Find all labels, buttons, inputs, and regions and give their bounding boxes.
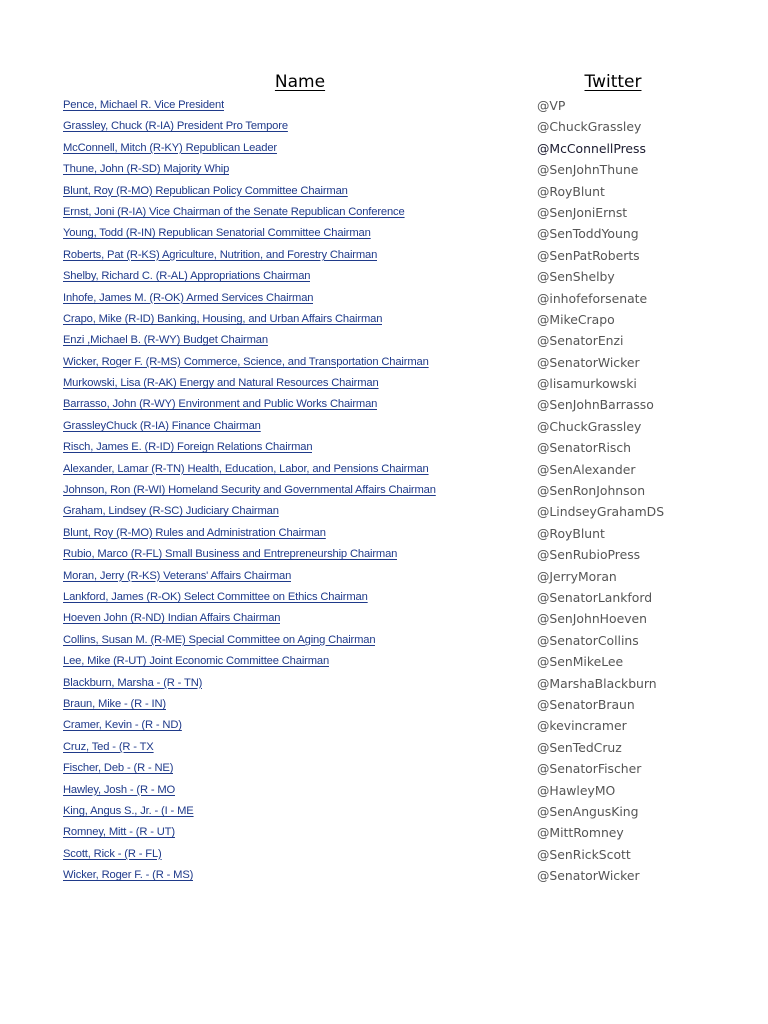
senator-name-link[interactable]: Blunt, Roy (R-MO) Rules and Administration Chairman	[63, 526, 326, 539]
senator-name-link[interactable]: Roberts, Pat (R-KS) Agriculture, Nutrition, and Forestry Chairman	[63, 248, 378, 261]
table-row	[0, 825, 768, 846]
table-row	[0, 162, 768, 183]
table-row	[0, 355, 768, 376]
senator-name-link[interactable]: Hoeven John (R-ND) Indian Affairs Chairman	[63, 612, 281, 625]
senator-name-link[interactable]: Moran, Jerry (R-KS) Veterans' Affairs Chairman	[63, 569, 292, 582]
table-row	[0, 526, 768, 547]
senator-name-link[interactable]: Lee, Mike (R-UT) Joint Economic Committee Chairman	[63, 655, 330, 668]
table-row	[0, 847, 768, 868]
senator-name-link[interactable]: Grassley, Chuck (R-IA) President Pro Tempore	[63, 120, 288, 133]
table-row	[0, 718, 768, 739]
twitter-handle: @SenatorEnzi	[537, 333, 624, 349]
twitter-handle: @ChuckGrassley	[537, 418, 642, 434]
twitter-handle: @JerryMoran	[537, 568, 617, 584]
senator-name-link[interactable]: Crapo, Mike (R-ID) Banking, Housing, and Urban Affairs Chairman	[63, 312, 383, 325]
senator-name-link[interactable]: Lankford, James (R-OK) Select Committee on Ethics Chairman	[63, 590, 368, 603]
senator-name-link[interactable]: Collins, Susan M. (R-ME) Special Committee on Aging Chairman	[63, 633, 376, 646]
twitter-handle: @McConnellPress	[537, 140, 646, 156]
table-row	[0, 397, 768, 418]
table-row	[0, 269, 768, 290]
twitter-handle: @SenJoniErnst	[537, 204, 628, 220]
twitter-handle: @SenatorFischer	[537, 761, 642, 777]
table-row	[0, 248, 768, 269]
twitter-handle: @SenatorLankford	[537, 589, 653, 605]
senator-name-link[interactable]: Inhofe, James M. (R-OK) Armed Services Chairman	[63, 291, 314, 304]
twitter-handle: @SenatorBraun	[537, 696, 635, 712]
senator-name-link[interactable]: Hawley, Josh - (R - MO	[63, 783, 176, 796]
table-row	[0, 376, 768, 397]
twitter-handle: @VP	[537, 98, 566, 113]
table-row	[0, 804, 768, 825]
table-row	[0, 697, 768, 718]
table-row	[0, 462, 768, 483]
senator-name-link[interactable]: Risch, James E. (R-ID) Foreign Relations Chairman	[63, 441, 313, 454]
senator-name-link[interactable]: Young, Todd (R-IN) Republican Senatorial Committee Chairman	[63, 227, 371, 240]
table-row	[0, 740, 768, 761]
table-row	[0, 654, 768, 675]
table-row	[0, 783, 768, 804]
senator-name-link[interactable]: Ernst, Joni (R-IA) Vice Chairman of the Senate Republican Conference	[63, 205, 405, 218]
twitter-handle: @inhofeforsenate	[537, 290, 648, 306]
table-row	[0, 98, 768, 119]
senator-name-link[interactable]: Scott, Rick - (R - FL)	[63, 847, 162, 860]
senator-name-link[interactable]: Shelby, Richard C. (R-AL) Appropriations Chairman	[63, 270, 311, 283]
senator-name-link[interactable]: McConnell, Mitch (R-KY) Republican Leader	[63, 141, 277, 154]
twitter-handle: @kevincramer	[537, 718, 627, 734]
table-header	[0, 72, 768, 96]
table-row	[0, 483, 768, 504]
table-row	[0, 226, 768, 247]
table-row	[0, 569, 768, 590]
senator-name-link[interactable]: Johnson, Ron (R-WI) Homeland Security and Governmental Affairs Chairman	[63, 484, 436, 497]
table-row	[0, 611, 768, 632]
senator-name-link[interactable]: Blackburn, Marsha - (R - TN)	[63, 676, 203, 689]
twitter-handle: @RoyBlunt	[537, 183, 605, 199]
twitter-handle: @SenatorCollins	[537, 632, 639, 648]
table-row	[0, 333, 768, 354]
twitter-handle: @SenJohnBarrasso	[537, 397, 654, 413]
table-row	[0, 419, 768, 440]
senator-name-link[interactable]: Cramer, Kevin - (R - ND)	[63, 719, 182, 732]
table-row	[0, 141, 768, 162]
twitter-handle: @MarshaBlackburn	[537, 675, 657, 691]
senator-name-link[interactable]: Wicker, Roger F. (R-MS) Commerce, Science, and Transportation Chairman	[63, 355, 429, 368]
twitter-handle: @SenShelby	[537, 269, 615, 285]
senator-name-link[interactable]: Braun, Mike - (R - IN)	[63, 697, 166, 710]
name-column-header: Name	[274, 72, 326, 92]
table-row	[0, 761, 768, 782]
senator-name-link[interactable]: Thune, John (R-SD) Majority Whip	[63, 163, 230, 176]
senator-name-link[interactable]: Blunt, Roy (R-MO) Republican Policy Committee Chairman	[63, 184, 348, 197]
senator-name-link[interactable]: Enzi ,Michael B. (R-WY) Budget Chairman	[63, 334, 268, 347]
table-row	[0, 590, 768, 611]
table-row	[0, 119, 768, 140]
table-row	[0, 312, 768, 333]
table-row	[0, 504, 768, 525]
senator-name-link[interactable]: Pence, Michael R. Vice President	[63, 99, 225, 111]
senator-name-link[interactable]: Cruz, Ted - (R - TX	[63, 740, 154, 753]
senator-name-link[interactable]: GrassleyChuck (R-IA) Finance Chairman	[63, 419, 261, 432]
twitter-handle: @SenatorWicker	[537, 868, 640, 884]
twitter-handle: @SenMikeLee	[537, 654, 624, 670]
twitter-handle: @SenRickScott	[537, 846, 631, 862]
twitter-handle: @SenatorRisch	[537, 440, 632, 456]
twitter-handle: @ChuckGrassley	[537, 119, 642, 135]
twitter-handle: @SenAngusKing	[537, 803, 639, 819]
senator-name-link[interactable]: Barrasso, John (R-WY) Environment and Public Works Chairman	[63, 398, 378, 411]
twitter-handle: @SenRonJohnson	[537, 483, 646, 499]
twitter-handle: @SenRubioPress	[537, 547, 641, 563]
table-row	[0, 184, 768, 205]
twitter-handle: @LindseyGrahamDS	[537, 504, 665, 520]
senator-name-link[interactable]: Wicker, Roger F. - (R - MS)	[63, 869, 194, 882]
twitter-handle: @MittRomney	[537, 825, 624, 841]
twitter-handle: @SenToddYoung	[537, 226, 639, 242]
table-row	[0, 633, 768, 654]
table-row	[0, 868, 768, 889]
twitter-handle: @SenJohnHoeven	[537, 611, 648, 627]
twitter-column-header: Twitter	[584, 72, 642, 92]
senator-name-link[interactable]: Fischer, Deb - (R - NE)	[63, 762, 174, 775]
twitter-handle: @HawleyMO	[537, 782, 616, 798]
table-row	[0, 676, 768, 697]
twitter-handle: @SenJohnThune	[537, 162, 639, 178]
twitter-handle: @SenAlexander	[537, 461, 636, 477]
twitter-handle: @lisamurkowski	[537, 376, 637, 392]
table-row	[0, 291, 768, 312]
table-row	[0, 205, 768, 226]
table-row	[0, 547, 768, 568]
twitter-handle: @RoyBlunt	[537, 525, 605, 541]
twitter-handle: @SenTedCruz	[537, 739, 622, 755]
senator-name-link[interactable]: Murkowski, Lisa (R-AK) Energy and Natural Resources Chairman	[63, 377, 379, 390]
senator-name-link[interactable]: Romney, Mitt - (R - UT)	[63, 826, 175, 839]
senator-name-link[interactable]: Alexander, Lamar (R-TN) Health, Education, Labor, and Pensions Chairman	[63, 462, 429, 475]
senator-name-link[interactable]: King, Angus S., Jr. - (I - ME	[63, 804, 194, 817]
twitter-handle: @SenatorWicker	[537, 354, 640, 370]
table-row	[0, 440, 768, 461]
twitter-handle: @SenPatRoberts	[537, 247, 640, 263]
senator-name-link[interactable]: Graham, Lindsey (R-SC) Judiciary Chairman	[63, 505, 279, 518]
twitter-handle: @MikeCrapo	[537, 311, 615, 327]
senator-name-link[interactable]: Rubio, Marco (R-FL) Small Business and Entrepreneurship Chairman	[63, 548, 398, 561]
senator-list	[0, 98, 768, 889]
